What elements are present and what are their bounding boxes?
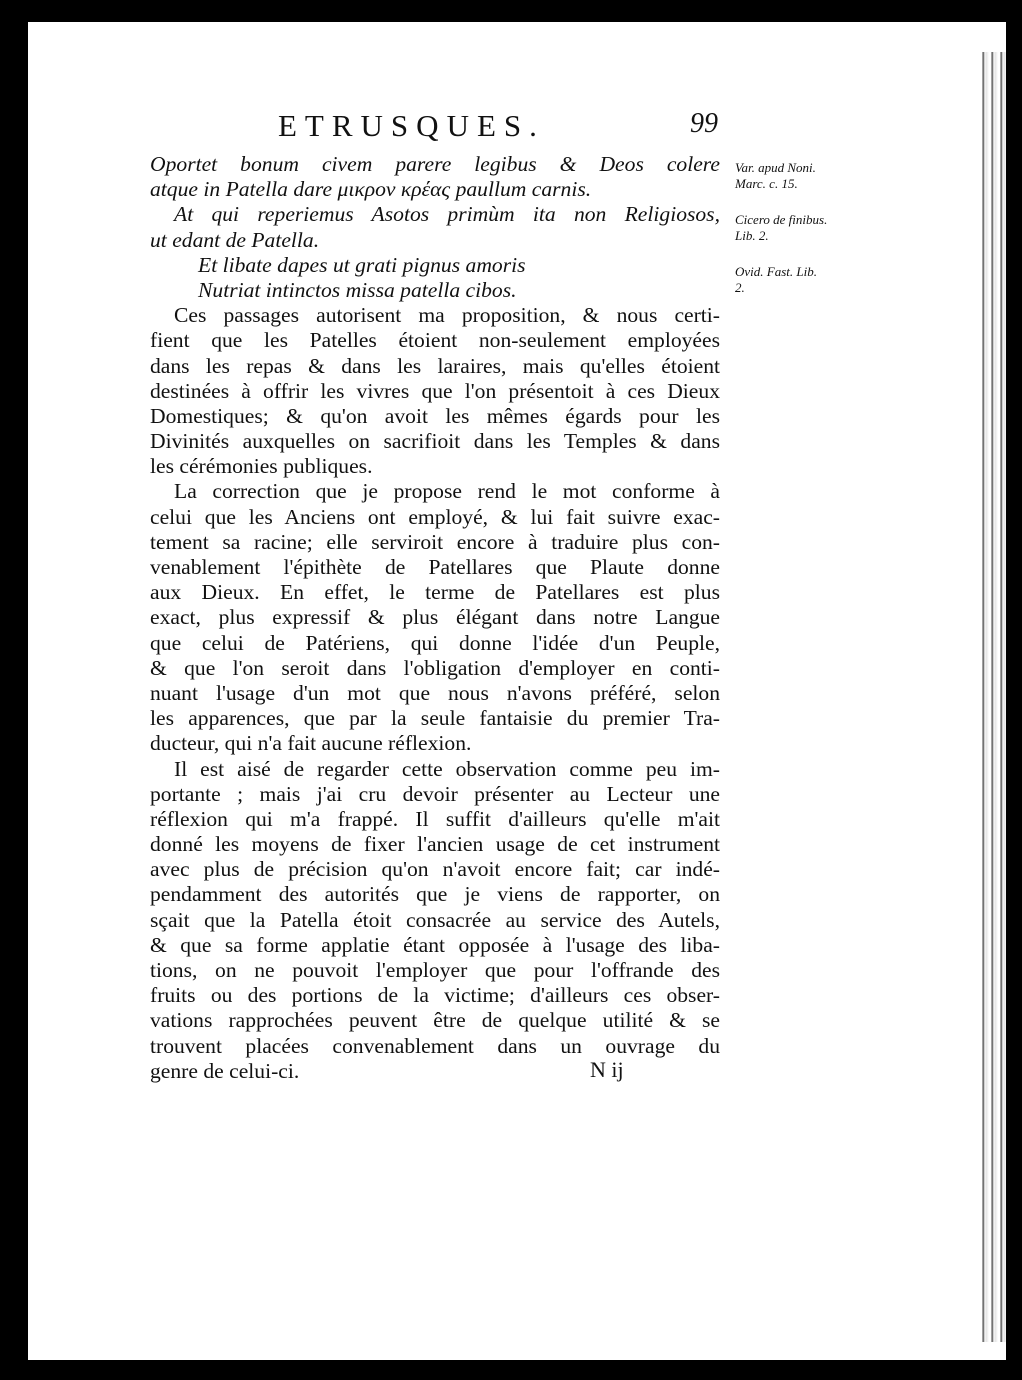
text-line: tions, on ne pouvoit l'employer que pour l'offrande des: [150, 958, 720, 982]
text-line: Nutriat intinctos missa patella cibos.: [198, 277, 517, 302]
text-line: ducteur, qui n'a fait aucune réflexion.: [150, 731, 472, 756]
page-number: 99: [690, 108, 718, 139]
text-line: réflexion qui m'a frappé. Il suffit d'ailleurs qu'elle m'ait: [150, 806, 720, 831]
text-line: dans les repas & dans les laraires, mais qu'elles étoient: [150, 353, 720, 378]
text-line: les apparences, que par la seule fantaisie du premier Tra-: [150, 706, 720, 731]
text-line: fruits ou des portions de la victime; d'ailleurs ces obser-: [150, 983, 720, 1008]
marginal-note: [735, 212, 827, 244]
text-line: La correction que je propose rend le mot conforme à: [174, 479, 720, 504]
text-line: tement sa racine; elle serviroit encore à traduire plus con-: [150, 529, 720, 554]
running-head: [258, 108, 718, 148]
marginal-note-line: Ovid. Fast. Lib.: [735, 264, 817, 279]
marginal-note: [735, 264, 817, 296]
text-line: At qui reperiemus Asotos primùm ita non Religiosos,: [174, 202, 720, 227]
text-line: pendamment des autorités que je viens de rapporter, on: [150, 882, 720, 907]
marginal-note-line: Marc. c. 15.: [735, 176, 798, 191]
text-line: avec plus de précision qu'on n'avoit encore fait; car indé-: [150, 857, 720, 882]
marginal-note-line: Cicero de finibus.: [735, 212, 828, 227]
text-line: Oportet bonum civem parere legibus & Deos colere: [150, 152, 720, 176]
text-line: genre de celui-ci.: [150, 1058, 300, 1083]
text-line: donné les moyens de fixer l'ancien usage de cet instrument: [150, 832, 720, 857]
text-line: fient que les Patelles étoient non-seulement employées: [150, 328, 720, 353]
marginal-note-line: Lib. 2.: [735, 228, 769, 243]
text-line: Divinités auxquelles on sacrifioit dans les Temples & dans: [150, 429, 720, 454]
marginal-note-line: 2.: [735, 280, 745, 295]
text-line: Il est aisé de regarder cette observation comme peu im-: [174, 756, 720, 781]
text-line: Et libate dapes ut grati pignus amoris: [198, 252, 526, 277]
text-line: que celui de Patériens, qui donne l'idée d'un Peuple,: [150, 630, 720, 655]
page-edge-shadow: [980, 52, 1006, 1342]
text-line: atque in Patella dare μικρον κρέας paullum carnis.: [150, 177, 592, 202]
signature-mark: N ij: [590, 1057, 624, 1082]
marginal-note-line: Var. apud Noni.: [735, 160, 816, 175]
text-line: & que l'on seroit dans l'obligation d'employer en conti-: [150, 655, 720, 680]
text-line: venablement l'épithète de Patellares que Plaute donne: [150, 555, 720, 579]
text-line: celui que les Anciens ont employé, & lui fait suivre exac-: [150, 504, 720, 529]
text-line: nuant l'usage d'un mot que nous n'avons préféré, selon: [150, 680, 720, 705]
body-text: [150, 152, 720, 1084]
marginal-note: [735, 160, 816, 192]
running-title: ETRUSQUES.: [278, 108, 545, 143]
text-line: destinées à offrir les vivres que l'on présentoit à ces Dieux: [150, 378, 720, 403]
text-line: vations rapprochées peuvent être de quelque utilité & se: [150, 1008, 720, 1033]
text-line: ut edant de Patella.: [150, 227, 320, 252]
text-line: & que sa forme applatie étant opposée à l'usage des liba-: [150, 932, 720, 957]
text-line: Domestiques; & qu'on avoit les mêmes égards pour les: [150, 403, 720, 428]
text-line: exact, plus expressif & plus élégant dans notre Langue: [150, 605, 720, 630]
text-line: aux Dieux. En effet, le terme de Patellares est plus: [150, 580, 720, 605]
text-line: portante ; mais j'ai cru devoir présenter au Lecteur une: [150, 781, 720, 806]
text-line: trouvent placées convenablement dans un ouvrage du: [150, 1033, 720, 1058]
text-line: les cérémonies publiques.: [150, 454, 373, 479]
text-line: Ces passages autorisent ma proposition, & nous certi-: [174, 303, 720, 328]
text-line: sçait que la Patella étoit consacrée au service des Autels,: [150, 907, 720, 932]
